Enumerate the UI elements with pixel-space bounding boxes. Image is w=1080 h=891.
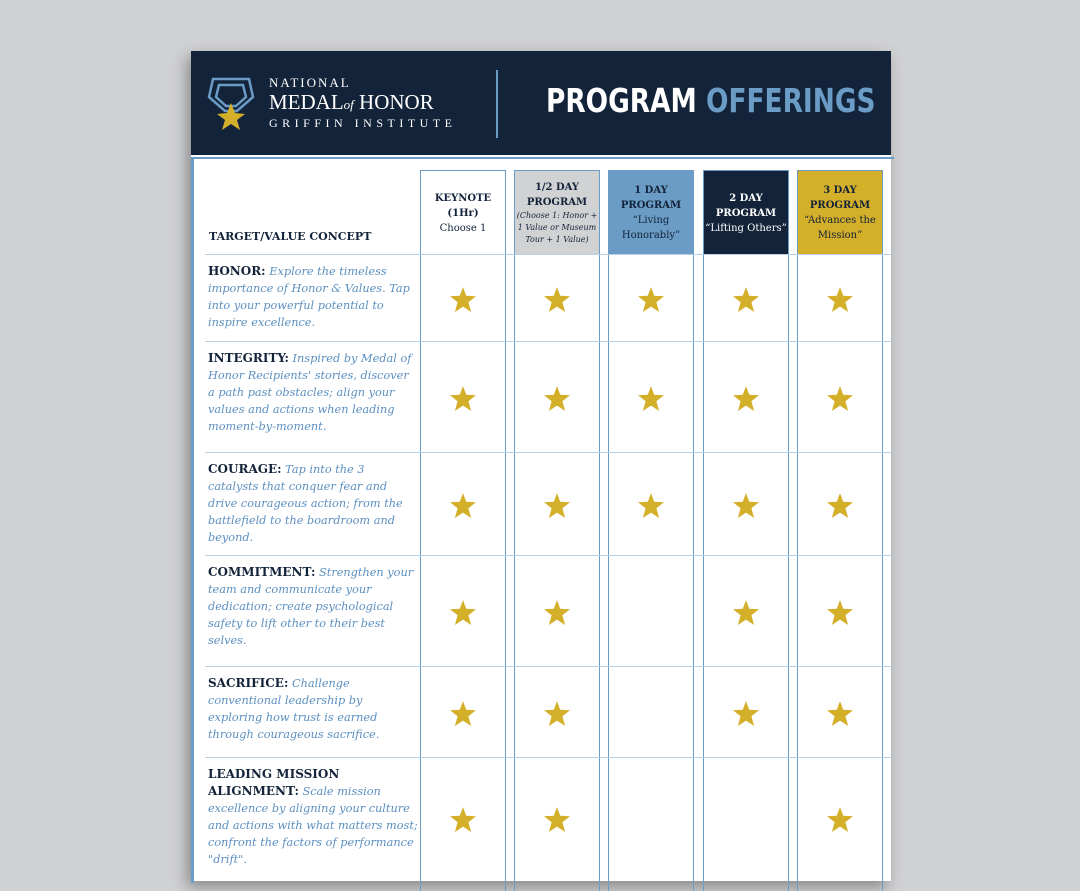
star-icon xyxy=(544,599,570,625)
value-concept: COURAGE: Tap into the 3 catalysts that conquer fear and drive courageous action; from the battlefield to the boardroom and beyond. xyxy=(208,462,403,544)
star-icon xyxy=(827,492,853,518)
table-row xyxy=(205,666,891,758)
star-icon xyxy=(450,286,476,312)
star-icon xyxy=(827,385,853,411)
star-icon xyxy=(638,385,664,411)
table-row xyxy=(205,555,891,667)
medal-logo-icon xyxy=(207,71,255,135)
value-concept: HONOR: Explore the timeless importance of Honor & Values. Tap into your powerful potential to inspire excellence. xyxy=(208,264,410,329)
table-row xyxy=(205,452,891,556)
star-icon xyxy=(544,385,570,411)
program-column-header: 1 DAY PROGRAM “Living Honorably” xyxy=(609,171,693,255)
star-icon xyxy=(733,385,759,411)
program-column-header: 3 DAY PROGRAM “Advances the Mission” xyxy=(798,171,882,255)
star-icon xyxy=(827,806,853,832)
header-banner xyxy=(191,51,891,155)
org-line-2: MEDALof HONOR xyxy=(269,90,434,114)
program-column-header: KEYNOTE (1Hr) Choose 1 xyxy=(421,171,505,255)
star-icon xyxy=(733,700,759,726)
table-row xyxy=(205,757,891,880)
star-icon xyxy=(827,599,853,625)
value-concept: LEADING MISSION ALIGNMENT: Scale mission excellence by aligning your culture and actions with what matters most; confront the factors of performance "drift". xyxy=(208,767,418,866)
program-offerings-sheet xyxy=(191,51,891,881)
star-icon xyxy=(733,599,759,625)
star-icon xyxy=(733,492,759,518)
table-row xyxy=(205,254,891,342)
star-icon xyxy=(544,700,570,726)
star-icon xyxy=(450,806,476,832)
star-icon xyxy=(827,286,853,312)
org-line-1: NATIONAL xyxy=(269,75,351,90)
star-icon xyxy=(733,286,759,312)
org-line-3: GRIFFIN INSTITUTE xyxy=(269,116,457,130)
value-concept: COMMITMENT: Strengthen your team and communicate your dedication; create psychological safety to lift other to their best selves. xyxy=(208,565,414,647)
program-column-header: 2 DAY PROGRAM “Lifting Others” xyxy=(704,171,788,255)
star-icon xyxy=(638,492,664,518)
star-icon xyxy=(450,700,476,726)
page-title: PROGRAM OFFERINGS xyxy=(546,81,876,120)
star-icon xyxy=(638,286,664,312)
star-icon xyxy=(827,700,853,726)
star-icon xyxy=(544,286,570,312)
table-row xyxy=(205,341,891,453)
org-name xyxy=(269,75,457,131)
star-icon xyxy=(450,599,476,625)
star-icon xyxy=(450,492,476,518)
star-icon xyxy=(544,492,570,518)
header-divider xyxy=(496,70,498,138)
value-concept: SACRIFICE: Challenge conventional leadership by exploring how trust is earned through courageous sacrifice. xyxy=(208,676,380,741)
star-icon xyxy=(544,806,570,832)
star-icon xyxy=(450,385,476,411)
concept-column-header: TARGET/VALUE CONCEPT xyxy=(209,230,372,243)
program-column-header: 1/2 DAY PROGRAM (Choose 1: Honor + 1 Value or Museum Tour + 1 Value) xyxy=(515,171,599,255)
offerings-table xyxy=(191,157,894,883)
value-concept: INTEGRITY: Inspired by Medal of Honor Recipients' stories, discover a path past obstacles; align your values and actions when leading moment-by-moment. xyxy=(208,351,412,433)
